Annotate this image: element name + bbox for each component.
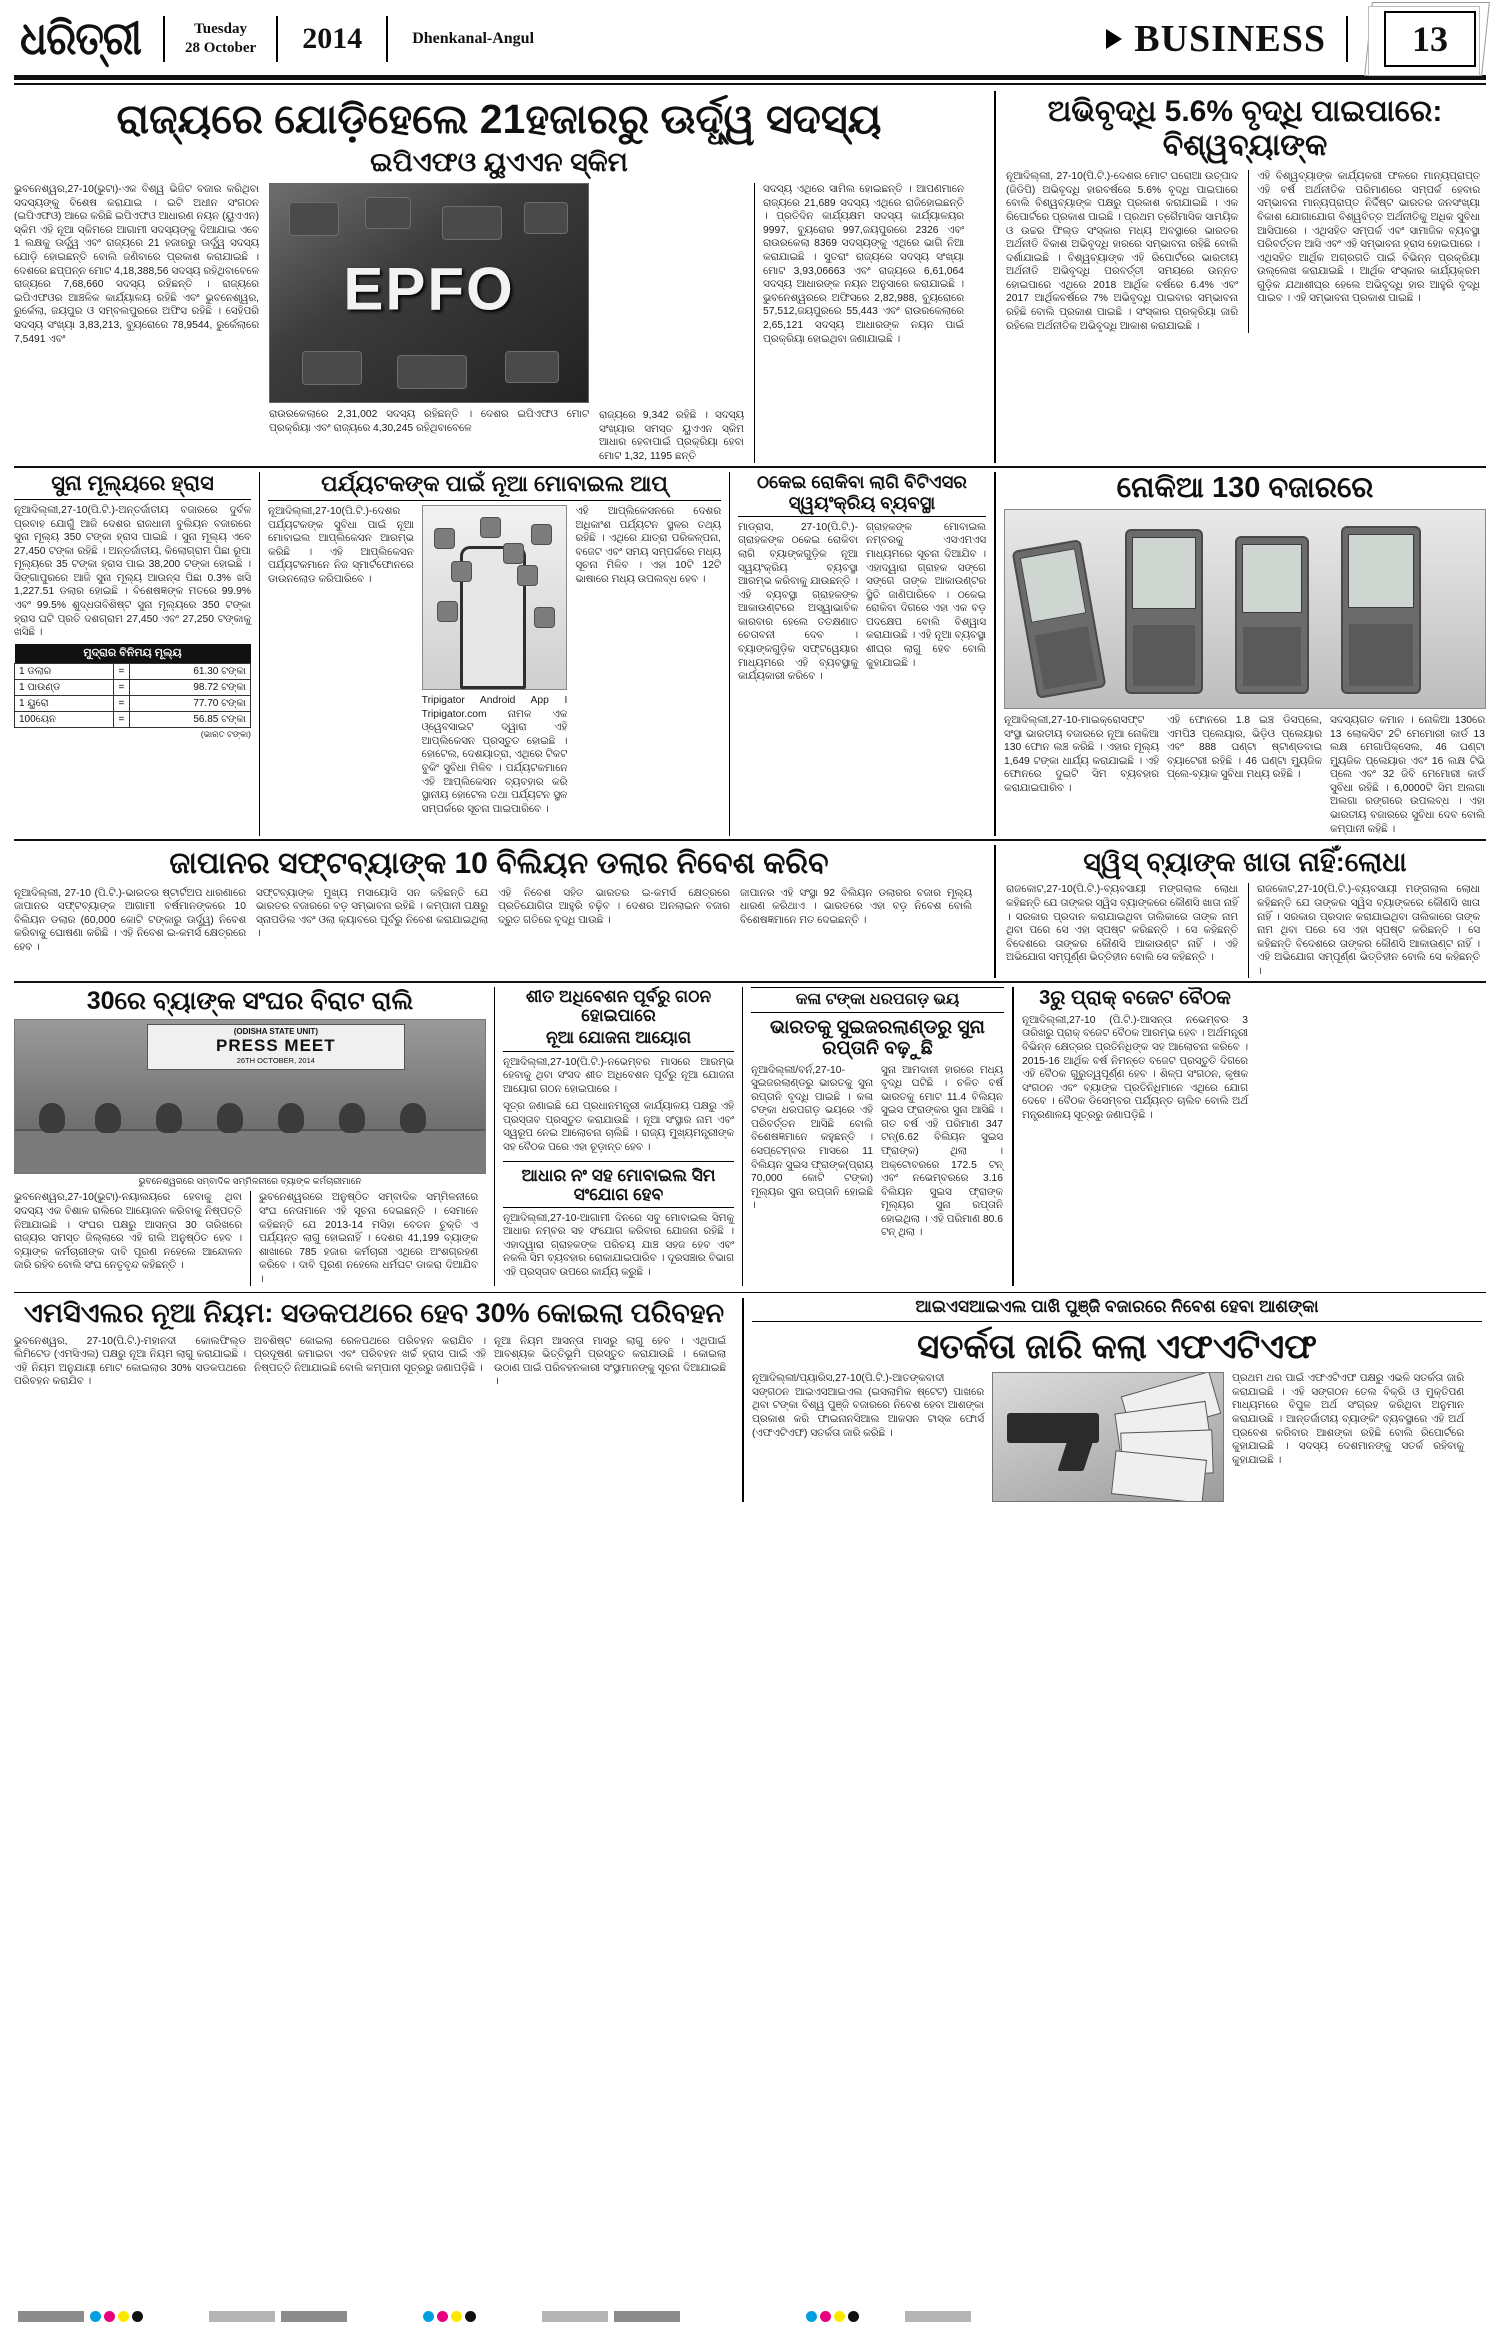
weekday-label: Tuesday (194, 21, 247, 38)
nokia-headline: ନୋକିଆ 130 ବଜାରରେ (1116, 472, 1374, 505)
currency-value: 77.70 ଟଙ୍କା (129, 695, 250, 711)
growth-article (994, 91, 1484, 463)
nokia-col-3-text: ସଦସ୍ୟଗତ କମାନ । ନୋକିଆ 130ରେ 13 ଲୋକସିଟ 2ଟି ମେମୋରୀ କାର୍ଡ 13 ଲକ୍ଷ ମେଗାପିକ୍ସେଲ, 46 ଘଣ୍ଟା ମ୍ୟୁଜିକ ପ୍ଲେୟାର ଏବଂ 16 ଲକ୍ଷ ଟିଭି ପ୍ଲେ ଏବଂ 32 ଜିବି ମେମୋରୀ କାର୍ଡ ସୁବିଧା ରହିଛି । 6,0000ଟି ସିମ ଅଲଗା ଅଲଗା ରଙ୍ଗରେ ଉପଲବ୍ଧ । ଏହା ଭାରତୀୟ ବଜାରରେ ସୁବିଧା ଦେବ ବୋଲି କମ୍ପାନୀ କହିଛି । (1330, 714, 1485, 835)
lead-subheadline: ଇପିଏଫଓ ୟୁଏଏନ ସ୍କିମ (370, 146, 628, 177)
currency-exchange-table (14, 644, 251, 728)
tourist-app-article (259, 472, 729, 836)
retail-article (729, 472, 994, 836)
epfo-photo (269, 183, 589, 403)
nokia-phones-photo (1004, 509, 1486, 709)
winter-col-3-text: ନୂଆଦିଲ୍ଲୀ,27-10-ଆଗାମୀ ଦିନରେ ସବୁ ମୋବାଇଲ ସିମକୁ ଆଧାର ନମ୍ବର ସହ ସଂଯୋଗ କରିବାର ଯୋଜନା ରହିଛି । ଏହାଦ୍ୱାରା ଗ୍ରାହକଙ୍କ ପରିଚୟ ଯାଞ୍ଚ ସହଜ ହେବ ଏବଂ ନକଲି ସିମ ବ୍ୟବହାର ରୋକାଯାଇପାରିବ । ଦୂରସଞ୍ଚାର ବିଭାଗ ଏହି ପ୍ରସ୍ତାବ ଉପରେ କାର୍ଯ୍ୟ କରୁଛି । (503, 1212, 734, 1278)
money-gun-photo (992, 1372, 1224, 1502)
gold-export-headline: ଭାରତକୁ ସୁଇଜରଲାଣ୍ଡରୁ ସୁନା ରପ୍ତାନି ବଢ଼ୁଛି (770, 1017, 985, 1060)
newspaper-logo: ଧରିତ୍ରୀ (20, 13, 141, 65)
gold-article (14, 472, 259, 836)
pre-budget-article (1012, 987, 1248, 1286)
fatf-kicker: ଆଇଏସଆଇଏଲ ପାଖି ପୁଞ୍ଜି ବଜାରରେ ନିବେଶ ହେବା ଆଶଙ୍କା (752, 1298, 1482, 1322)
equals-sign: = (113, 663, 129, 679)
color-dots-1 (90, 2311, 143, 2322)
banner-line-3: 26TH OCTOBER, 2014 (236, 1056, 315, 1066)
lead-headline: ରାଜ୍ୟରେ ଯୋଡ଼ିହେଲେ 21ହଜାରରୁ ଊର୍ଦ୍ଧ୍ୱ ସଦସ୍ୟ (116, 96, 882, 142)
date-block (175, 20, 266, 58)
table-row (15, 711, 251, 727)
currency-table-body (15, 663, 251, 727)
bank-rally-col-2-text: ଭୁବନେଶ୍ୱରରେ ଅନୁଷ୍ଠିତ ସମ୍ବାଦିକ ସମ୍ମିଳନୀରେ ସଂଘ ନେତାମାନେ ଏହି ସୂଚନା ଦେଇଛନ୍ତି । ସେମାନେ କହିଛନ୍ତି ଯେ 2013-14 ମସିହା ବେତନ ଚୁକ୍ତି ଏ ପର୍ଯ୍ୟନ୍ତ ଲାଗୁ ହୋଇନାହିଁ । ଦେଶର 41,199 ବ୍ୟାଙ୍କ ଶାଖାରେ 785 ହଜାର କର୍ମଚାରୀ ଏଥିରେ ଅଂଶଗ୍ରହଣ କରିବେ । ଦାବି ପୂରଣ ନହେଲେ ଧର୍ମଘଟ ଡାକରା ଦିଆଯିବ । (259, 1192, 478, 1285)
softbank-article (14, 845, 994, 978)
coal-article (14, 1298, 742, 1502)
triangle-icon (1106, 29, 1122, 49)
currency-table-note: (ଭାରତ ଟଙ୍କା) (200, 728, 251, 739)
fifth-band (14, 1292, 1486, 1502)
winter-subhead-1: ନୂଆ ଯୋଜନା ଆୟୋଗ (503, 1028, 734, 1051)
softbank-col-2-text: ସଫ୍ଟବ୍ୟାଙ୍କ ମୁଖ୍ୟ ମସାୟୋସି ସନ କହିଛନ୍ତି ଯେ ଭାରତର ବଜାରରେ ବଡ଼ ସମ୍ଭାବନା ରହିଛି । କମ୍ପାନୀ ପକ୍ଷରୁ ସ୍ନାପଡିଲ ଏବଂ ଓଲା କ୍ୟାବରେ ପୂର୍ବରୁ ନିବେଶ କରାଯାଇଥିଲା । (256, 887, 488, 940)
page-number: 13 (1384, 11, 1476, 67)
fatf-article (742, 1298, 1482, 1502)
gold-headline: ସୁନା ମୂଲ୍ୟରେ ହ୍ରାସ (14, 472, 251, 500)
divider (1346, 16, 1348, 62)
color-dots-3 (806, 2311, 859, 2322)
gold-export-kicker: କଳା ଟଙ୍କା ଧରପଗଡ଼ ଭୟ (751, 987, 1004, 1013)
mobile-app-illustration (422, 505, 568, 690)
winter-col-2-text: ସୂତ୍ର ଜଣାଇଛି ଯେ ପ୍ରଧାନମନ୍ତ୍ରୀ କାର୍ଯ୍ୟାଳୟ ପକ୍ଷରୁ ଏହି ପ୍ରସ୍ତାବ ପ୍ରସ୍ତୁତ କରାଯାଉଛି । ନୂଆ ସଂସ୍ଥାର ନାମ ଏବଂ ସ୍ୱରୂପ ନେଇ ଆଲୋଚନା ଚାଲିଛି । ରାଜ୍ୟ ମୁଖ୍ୟମନ୍ତ୍ରୀଙ୍କ ସହ ବୈଠକ ପରେ ଏହା ଚୂଡ଼ାନ୍ତ ହେବ । (503, 1101, 734, 1153)
meeting-body-text: ନୂଆଦିଲ୍ଲୀ,27-10 (ପି.ଟି.)-ଆସନ୍ତା ନଭେମ୍ବର 3 ତାରିଖରୁ ପ୍ରାକ୍ ବଜେଟ ବୈଠକ ଆରମ୍ଭ ହେବ । ଅର୍ଥମନ୍ତ୍ରୀ ବିଭିନ୍ନ କ୍ଷେତ୍ରର ପ୍ରତିନିଧିଙ୍କ ସହ ଆଲୋଚନା କରିବେ । 2015-16 ଆର୍ଥିକ ବର୍ଷ ନିମନ୍ତେ ବଜେଟ ପ୍ରସ୍ତୁତି ଦିଗରେ ଏହି ବୈଠକ ଗୁରୁତ୍ୱପୂର୍ଣ୍ଣ ହେବ । ଶିଳ୍ପ ସଂଗଠନ, କୃଷକ ସଂଗଠନ ଏବଂ ବ୍ୟାଙ୍କ ପ୍ରତିନିଧିମାନେ ଏଥିରେ ଯୋଗ ଦେବେ । ବୈଠକ ଡିସେମ୍ବର ପର୍ଯ୍ୟନ୍ତ ଚାଲିବ ବୋଲି ଅର୍ଥ ମନ୍ତ୍ରଣାଳୟ ସୂତ୍ରରୁ ଜଣାପଡ଼ିଛି । (1022, 1014, 1248, 1121)
table-row (15, 663, 251, 679)
divider (163, 16, 165, 62)
band-rule-3 (14, 981, 1486, 983)
retail-col-1-text: ମାଡ୍ରାସ, 27-10(ପି.ଟି.)-ଗ୍ରାହକଙ୍କ ଠକେଇ ରୋକିବା ଲାଗି ବ୍ୟାଙ୍କଗୁଡ଼ିକ ନୂଆ ସ୍ୱୟଂକ୍ରିୟ ବ୍ୟବସ୍ଥା ଆରମ୍ଭ କରିବାକୁ ଯାଉଛନ୍ତି । ଏହି ବ୍ୟବସ୍ଥା ଗ୍ରାହକଙ୍କ ଆକାଉଣ୍ଟରେ ଅସ୍ୱାଭାବିକ କାରବାର ହେଲେ ତତକ୍ଷଣାତ ଚେତାବନୀ ଦେବ । ବ୍ୟାଙ୍କଗୁଡ଼ିକ ସଫ୍ଟୱେୟାର ମାଧ୍ୟମରେ ଏହି ବ୍ୟବସ୍ଥାକୁ କାର୍ଯ୍ୟକାରୀ କରିବେ । (738, 521, 858, 683)
year-label: 2014 (302, 22, 363, 55)
fatf-col-2-text: ପ୍ରଥମ ଥର ପାଇଁ ଏଫଏଟିଏଫ ପକ୍ଷରୁ ଏଭଳି ସତର୍କତା ଜାରି କରାଯାଇଛି । ଏହି ସଙ୍ଗଠନ ତେଲ ବିକ୍ରି ଓ ମୁକ୍ତିପଣ ମାଧ୍ୟମରେ ବିପୁଳ ଅର୍ଥ ସଂଗ୍ରହ କରିଥିବା ଅନୁମାନ କରାଯାଉଛି । ଆନ୍ତର୍ଜାତୀୟ ବ୍ୟାଙ୍କିଂ ବ୍ୟବସ୍ଥାରେ ଏହି ଅର୍ଥ ପ୍ରବେଶ କରିବାର ଆଶଙ୍କା ରହିଛି ବୋଲି ରିପୋର୍ଟରେ କୁହାଯାଇଛି । ସଦସ୍ୟ ଦେଶମାନଙ୍କୁ ସତର୍କ ରହିବାକୁ କୁହାଯାଇଛି । (1232, 1373, 1464, 1466)
tourist-app-col-2-text: Tripigator Android App I Tripigator.com ନାମକ ଏକ ଓ୍ୱେବସାଇଟ ଦ୍ୱାରା ଏହି ଆପ୍ଲିକେସନ ପ୍ରସ୍ତୁତ ହୋଇଛି । ହୋଟେଲ, ଦେଶୟାତ୍ରା, ଏଥିରେ ଟିକଟ ବୁକିଂ ସୁବିଧା ମିଳିବ । ପର୍ଯ୍ୟଟକମାନେ ଏହି ଆପ୍ଲିକେସନ ବ୍ୟବହାର କରି ସ୍ଥାନୀୟ ହୋଟେଲ ତଥା ପର୍ଯ୍ୟଟନ ସ୍ଥଳ ସମ୍ପର୍କରେ ସୂଚନା ପାଇପାରିବେ । (421, 695, 568, 815)
winter-headline: ଶୀତ ଅଧିବେଶନ ପୂର୍ବରୁ ଗଠନ ହୋଇପାରେ (525, 987, 712, 1026)
banner-line-2: PRESS MEET (216, 1036, 336, 1056)
masthead (14, 8, 1486, 70)
gold-export-col-1-text: ନୂଆଦିଲ୍ଲୀ/ବର୍ନ,27-10-ସୁଇଜରଲାଣ୍ଡରୁ ଭାରତକୁ ସୁନା ରପ୍ତାନି ବୃଦ୍ଧି ପାଇଛି । କଳା ଟଙ୍କା ଧରପଗଡ଼ ଭୟରେ ଏହି ପରିବର୍ତ୍ତନ ଆସିଛି ବୋଲି ବିଶେଷଜ୍ଞମାନେ କହୁଛନ୍ତି । ସେପ୍ଟେମ୍ବର ମାସରେ 11 ବିଲିୟନ ସୁଇସ ଫ୍ରାଙ୍କ(ପ୍ରାୟ 70,000 କୋଟି ଟଙ୍କା) ମୂଲ୍ୟର ସୁନା ରପ୍ତାନି ହୋଇଛି । (751, 1064, 873, 1212)
swiss-headline: ସ୍ୱିସ୍ ବ୍ୟାଙ୍କ ଖାତା ନାହିଁ:ଲୋଧା (1083, 847, 1407, 878)
winter-session-article (494, 987, 742, 1286)
currency-value: 56.85 ଟଙ୍କା (129, 711, 250, 727)
growth-col-1-text: ନୂଆଦିଲ୍ଲୀ, 27-10(ପି.ଟି.)-ଦେଶର ମୋଟ ଘରୋଆ ଉତ୍ପାଦ (ଜିଡିପି) ଅଭିବୃଦ୍ଧି ହାରବର୍ଷରେ 5.6% ବୃଦ୍ଧି ପାଇପାରେ ବୋଲି ବିଶ୍ୱବ୍ୟାଙ୍କ ପକ୍ଷରୁ ପ୍ରକାଶ କରାଯାଇଛି । ଏକ ରିପୋର୍ଟରେ ପ୍ରକାଶ ପାଇଛି । ପ୍ରଥମ ତ୍ରୈମାସିକ ସାମୟିକ ଓ ଉଚ୍ଚର ଫିଲ୍ଡ ସଂସ୍କାର ମଧ୍ୟ ଅବସ୍ଥାରେ ଭାରତର ଅର୍ଥନୀତି ବିକାଶ ଅଭିବୃଦ୍ଧି ହାରରେ ସମ୍ଭାବନା ରହିଛି ବୋଲି ଦର୍ଶାଯାଇଛି । ବିଶ୍ୱବ୍ୟାଙ୍କ ଏହି ରିପୋର୍ଟରେ ଭାରତୀୟ ଅର୍ଥନୀତି ଅଭିବୃଦ୍ଧି ପରବର୍ତ୍ତୀ ସମୟରେ ଉନ୍ନତ ହୋଇପାରେ ଏଥିରେ 2018 ଆର୍ଥିକ ବର୍ଷରେ 6.4% ଏବଂ 2017 ଆର୍ଥିକବର୍ଷରେ 7% ଅଭିବୃଦ୍ଧି ପାଇବାର ସମ୍ଭାବନା ରହିଛି ବୋଲି ପ୍ରକାଶ ପାଇଛି । ସଂସ୍କାର ପ୍ରକ୍ରିୟା ଜାରି ରହିଲେ ଅର୍ଥନୀତିକ ଅଭିବୃଦ୍ଧି ଆକାଶ କରାଯାଇଛି । (1006, 171, 1238, 332)
growth-col-2 (1248, 170, 1480, 333)
softbank-col-3-text: ଏହି ନିବେଶ ସହିତ ଭାରତର ଇ-କମର୍ସ କ୍ଷେତ୍ରରେ ପ୍ରତିଯୋଗିତା ଆହୁରି ବଢ଼ିବ । ଦେଶର ଅନଲାଇନ ବଜାର ଦ୍ରୁତ ଗତିରେ ବୃଦ୍ଧି ପାଉଛି । (498, 887, 730, 926)
epfo-image-text: EPFO (343, 255, 515, 323)
bank-rally-headline: 30ରେ ବ୍ୟାଙ୍କ ସଂଘର ବିରାଟ ରାଲି (86, 987, 414, 1016)
band-rule-2 (14, 839, 1486, 841)
currency-value: 98.72 ଟଙ୍କା (129, 679, 250, 695)
gun-shape (1007, 1413, 1099, 1443)
band-rule-1 (14, 466, 1486, 468)
masthead-rule (14, 75, 1486, 80)
currency-label: 1 ୟୁରୋ (15, 695, 114, 711)
edition-label: Dhenkanal-Angul (412, 30, 535, 47)
fatf-headline: ସତର୍କତା ଜାରି କଲା ଏଫଏଟିଏଫ (917, 1328, 1317, 1367)
date-label: 28 October (184, 40, 257, 56)
tourist-app-col-1-text: ନୂଆଦିଲ୍ଲୀ,27-10(ପି.ଟି.)-ଦେଶର ପର୍ଯ୍ୟଟକଙ୍କ ସୁବିଧା ପାଇଁ ନୂଆ ମୋବାଇଲ ଆପ୍ଲିକେସନ ଆରମ୍ଭ କରିଛି । ଏହି ଆପ୍ଲିକେସନ ପର୍ଯ୍ୟଟକମାନେ ନିଜ ସ୍ମାର୍ଟଫୋନରେ ଡାଉନଲୋଡ କରିପାରିବେ । (268, 506, 414, 585)
divider (386, 16, 388, 62)
lead-col-1-text: ଭୁବନେଶ୍ୱର,27-10(ଭୁଟା)-ଏକ ବିଶ୍ୱ ଭିଜିଟ ବଜାର କରିଥିବା ସଦସ୍ୟଙ୍କୁ ବିଶେଷ କରାଯାଇ । ଇଟି ଅଧୀନ ସଂଗଠନ (ଇପିଏଫଓ) ଆରେ କରିଛି ଇପିଏଫଓ ଆଧାରଣ ନୟନ (ୟୁଏଏନ) ସ୍କିମ ଏହି ନୂଆ ସ୍କିମରେ ଆଗାମୀ ସଦସ୍ୟଙ୍କୁ ଦିଆଯାଇ ଏବେ 1 ଲକ୍ଷକୁ ଊର୍ଦ୍ଧ୍ୱ ଏବଂ ରାଜ୍ୟରେ 21 ହଜାରରୁ ଊର୍ଦ୍ଧ୍ୱ ସଦସ୍ୟ ଯୋଡ଼ି ହୋଇଛନ୍ତି ବୋଲି ଜଣିବାରେ ପ୍ରକାଶ କରାଯାଇଛି । ଦେଶରେ ଛପ୍ପନ୍ନ ମୋଟ 4,18,388,56 ସଦସ୍ୟ ରହିଥିବାବେଳେ ରାଜ୍ୟରେ 7,68,660 ସଦସ୍ୟ ରହିଛନ୍ତି । ରାଜ୍ୟରେ ଇପିଏଫଓର ଆଞ୍ଚଳିକ କାର୍ଯ୍ୟାଳୟ ରହିଛି ଏବଂ ଭୁବନେଶ୍ୱର, ରୁର୍କେଲା, ଜୟପୁର ଓ ସମ୍ବଲପୁରରେ ଅଫିସ ରହିଛି । ସେହିପରି ସଦସ୍ୟ ସଂଖ୍ୟା 3,83,213, ବ୍ୟୁରୋରେ 78,9544, ରୁର୍କେଲାରେ 7,5491 ଏବଂ (14, 184, 259, 345)
section-header (1106, 16, 1366, 62)
winter-col-1-text: ନୂଆଦିଲ୍ଲୀ,27-10(ପି.ଟି.)-ନଭେମ୍ବର ମାସରେ ଆରମ୍ଭ ହେବାକୁ ଥିବା ସଂସଦ ଶୀତ ଅଧିବେଶନ ପୂର୍ବରୁ ନୂଆ ଯୋଜନା ଆୟୋଗ ଗଠନ ହୋଇପାରେ । (503, 1056, 734, 1095)
equals-sign: = (113, 679, 129, 695)
swiss-body-text-2: ରାଜକୋଟ,27-10(ପି.ଟି.)-ବ୍ୟବସାୟୀ ମଙ୍ଗଲାଲ ଲୋଧା କହିଛନ୍ତି ଯେ ତାଙ୍କର ସ୍ୱିସ ବ୍ୟାଙ୍କରେ କୌଣସି ଖାତା ନାହିଁ । ସରକାର ପ୍ରଦାନ କରାଯାଇଥିବା ତାଲିକାରେ ତାଙ୍କ ନାମ ଥିବା ପରେ ସେ ଏହା ସ୍ପଷ୍ଟ କରିଛନ୍ତି । ସେ କହିଛନ୍ତି ବିଦେଶରେ ତାଙ୍କର କୌଣସି ଆକାଉଣ୍ଟ ନାହିଁ । ଏହି ଅଭିଯୋଗ ସମ୍ପୂର୍ଣ୍ଣ ଭିତ୍ତିହୀନ ବୋଲି ସେ କହିଛନ୍ତି । (1257, 884, 1480, 977)
bank-rally-col-1-text: ଭୁବନେଶ୍ୱର,27-10(ଭୁଟା)-ନୟାଲୟରେ ହେବାକୁ ଥିବା ସଦସ୍ୟ ଏକ ବିଶାଳ ରାଲିରେ ଆୟୋଜନ କରିବାକୁ ନିଷ୍ପତ୍ତି ନିଆଯାଇଛି । ସଂଘର ପକ୍ଷରୁ ଆସନ୍ତା 30 ତାରିଖରେ ରାଜ୍ୟର ସମସ୍ତ ଜିଲ୍ଲାରେ ଏହି ରାଲି ଅନୁଷ୍ଠିତ ହେବ । ବ୍ୟାଙ୍କ କର୍ମଚାରୀଙ୍କ ଦାବି ପୂରଣ ନହେଲେ ଆନ୍ଦୋଳନ ଜାରି ରହିବ ବୋଲି ସଂଘ ନେତୃବୃନ୍ଦ କହିଛନ୍ତି । (14, 1192, 242, 1272)
bank-rally-article (14, 987, 494, 1286)
masthead-rule-thin (14, 83, 1486, 85)
coal-headline: ଏମସିଏଲର ନୂଆ ନିୟମ: ସଡକପଥରେ ହେବ 30% କୋଇଲା ପରିବହନ (23, 1298, 725, 1329)
swiss-article (994, 845, 1484, 978)
top-band (14, 91, 1486, 463)
currency-table-title: ମୁଦ୍ରାର ବିନିମୟ ମୂଲ୍ୟ (15, 644, 251, 664)
currency-label: 100ୟେନ (15, 711, 114, 727)
growth-headline: ଅଭିବୃଦ୍ଧି 5.6% ବୃଦ୍ଧି ପାଇପାରେ: ବିଶ୍ୱବ୍ୟାଙ୍କ (1047, 95, 1443, 162)
softbank-col-4-text: ଜାପାନର ଏହି ସଂସ୍ଥା 92 ବିଲିୟନ ଡଲାରର ବଜାର ମୂଲ୍ୟ ଧାରଣ କରିଥାଏ । ଭାରତରେ ଏହା ବଡ଼ ନିବେଶ ବୋଲି ବିଶେଷଜ୍ଞମାନେ ମତ ଦେଇଛନ୍ତି । (740, 887, 972, 926)
print-registration-bar (0, 2306, 1500, 2326)
color-dots-2 (423, 2311, 476, 2322)
gold-export-article (742, 987, 1012, 1286)
third-band (14, 845, 1486, 978)
growth-col-2-text: ଏହି ବିଶ୍ୱବ୍ୟାଙ୍କ କାର୍ଯ୍ୟକରୀ ଫଳରେ ମାନ୍ୟପ୍ରାପ୍ତ ଏହି ବର୍ଷ ଅର୍ଥନୀତିକ ପରିମାଣରେ ସମ୍ପର୍କ ହେବାର ସମ୍ଭାବନା ମାନ୍ୟପ୍ରାପ୍ତ ନିର୍ଦ୍ଦିଷ୍ଟ ଭାରତର ଜନସଂଖ୍ୟା ବିକାଶ ଯୋଗାଯୋଗ ବିଶ୍ୱବିତ୍ତ ଅର୍ଥନୀତିକୁ ଅଧିକ ସୁବିଧା ଆସିପାରେ । ଏଥିସହିତ ସମ୍ପର୍କ ଏବଂ ସାମାଜିକ ବ୍ୟବସ୍ଥା ପରିବର୍ତ୍ତନ ଆସି ଏବଂ ଏହି ସମ୍ଭାବନା ହ୍ରାସ ହୋଇପାରେ । ଏଥିସହିତ ଆର୍ଥିକ ଅଗ୍ରଗତି ପାଇଁ ବିଭିନ୍ନ ପ୍ରକ୍ରିୟା ଉଲ୍ଲେଖ କରାଯାଇଛି । ଆର୍ଥିକ ସଂସ୍କାର କାର୍ଯ୍ୟକ୍ରମ ଗୁଡ଼ିକ ଯଥାଶୀଘ୍ର ହେଲେ ଅଭିବୃଦ୍ଧି ହାର ଆହୁରି ବୃଦ୍ଧି ପାଇବ । ଏହି ସମ୍ଭାବନା ପ୍ରକାଶ ପାଇଛି । (1257, 171, 1480, 305)
lead-col-4-text: ସଦସ୍ୟ ଏଥିରେ ସାମିଲ ହୋଇଛନ୍ତି । ଆପଣମାନେ ରାଜ୍ୟରେ 21,689 ସଦସ୍ୟ ଏଥିରେ ରାଜିହୋଇଛନ୍ତି । ପ୍ରତିଦିନ କାର୍ଯ୍ୟକ୍ଷମ ସଦସ୍ୟ କାର୍ଯ୍ୟାଳୟର 9997, ବ୍ୟୁରୋର 997,ଜୟପୁରରେ 2326 ଏବଂ ରାଉରକେଲା 8369 ସଦସ୍ୟଙ୍କୁ ଏଥିରେ ଭାଗି ନିଆ କରାଯାଇଛି । ସୁତରାଂ ରାଜ୍ୟରେ ସଦସ୍ୟ ସଂଖ୍ୟା ମୋଟ 3,93,06663 ଏବଂ ରାଜ୍ୟରେ 6,61,064 ସଦସ୍ୟ ଆଧାରଙ୍କ ନୟନ ଅନୁସାରେ କରାଯାଇଛି । ଭୁବନେଶ୍ୱରରେ ଅଫିସରେ 2,82,988, ବ୍ୟୁରୋରେ 57,512,ଜୟପୁରରେ 55,443 ଏବଂ ରାଉରକେଲାରେ 2,65,121 ସଦସ୍ୟ ଆଧାରଙ୍କ ନୟନ ପାଇଁ ପ୍ରକ୍ରିୟା ହୋଇଥିବା ଜଣାଯାଇଛି । (763, 184, 964, 345)
equals-sign: = (113, 695, 129, 711)
section-title: BUSINESS (1134, 18, 1326, 60)
currency-label: 1 ଡଲାର (15, 663, 114, 679)
lead-col-1 (14, 183, 259, 463)
coal-col-2-text: ଅବଶିଷ୍ଟ କୋଇଲା ରେଳପଥରେ ପରିବହନ କରାଯିବ । ପ୍ରଦୂଷଣ କମାଇବା ଏବଂ ପରିବହନ ଖର୍ଚ୍ଚ ହ୍ରାସ ପାଇଁ ଏହି ନିଷ୍ପତ୍ତି ନିଆଯାଇଛି ବୋଲି କମ୍ପାନୀ ସୂତ୍ରରୁ ଜଣାପଡ଼ିଛି । (254, 1335, 486, 1374)
equals-sign: = (113, 711, 129, 727)
lead-col-3-text: ରାଜ୍ୟରେ 9,342 ରହିଛି । ସଦସ୍ୟ ସଂଖ୍ୟାର ସମସ୍ତ ୟୁଏଏନ ସ୍କିମ ଆଧାର ହେବାପାଇଁ ପ୍ରକ୍ରିୟା ହେବା ମୋଟ 1,32, 1195 ଛନ୍ତି (599, 410, 744, 462)
currency-value: 61.30 ଟଙ୍କା (129, 663, 250, 679)
press-meet-banner (147, 1024, 406, 1070)
meeting-headline: 3ରୁ ପ୍ରାକ୍ ବଜେଟ ବୈଠକ (1039, 987, 1231, 1010)
softbank-headline: ଜାପାନର ସଫ୍ଟବ୍ୟାଙ୍କ 10 ବିଲିୟନ ଡଲାର ନିବେଶ କରିବ (169, 847, 829, 881)
second-band (14, 472, 1486, 836)
currency-label: 1 ପାଉଣ୍ଡ (15, 679, 114, 695)
fatf-col-1-text: ନୂଆଦିଲ୍ଲୀ/ପ୍ୟାରିସ,27-10(ପି.ଟି.)-ଆତଙ୍କବାଦୀ ସଙ୍ଗଠନ ଆଇଏସଆଇଏଲ (ଇସଲାମିକ ଷ୍ଟେଟ) ପାଖରେ ଥିବା ଟଙ୍କା ବିଶ୍ୱ ପୁଞ୍ଜି ବଜାରରେ ନିବେଶ ହେବା ଆଶଙ୍କା ପ୍ରକାଶ କରି ଫାଇନାନସିଆଲ ଆକସନ ଟାସ୍କ ଫୋର୍ସ (ଏଫଏଟିଏଫ) ସତର୍କତା ଜାରି କରିଛି । (752, 1373, 984, 1439)
coal-col-3-text: ନୂଆ ନିୟମ ଆସନ୍ତା ମାସରୁ ଲାଗୁ ହେବ । ଏଥିପାଇଁ ଆବଶ୍ୟକ ଭିତ୍ତିଭୂମି ପ୍ରସ୍ତୁତ କରାଯାଉଛି । କୋଇଲା ଉଠାଣ ପାଇଁ ପରିବହନକାରୀ ସଂସ୍ଥାମାନଙ୍କୁ ସୂଚନା ଦିଆଯାଇଛି । (494, 1335, 726, 1388)
banner-line-1: (ODISHA STATE UNIT) (233, 1027, 318, 1037)
lead-article (14, 91, 994, 463)
lead-image-wrap (269, 183, 589, 463)
gold-body-text: ନୂଆଦିଲ୍ଲୀ,27-10(ପି.ଟି.)-ଅନ୍ତର୍ଜାତୀୟ ବଜାରରେ ଦୁର୍ବଳ ପ୍ରବାହ ଯୋଗୁଁ ଆଜି ଦେଶର ରାଜଧାନୀ ବୁଲିୟନ ବଜାରରେ ସୁନା ମୂଲ୍ୟ 350 ଟଙ୍କା ହ୍ରାସ ପାଇଛି । ସୁନା ମୂଲ୍ୟ ଏବେ 27,450 ଟଙ୍କା ରହିଛି । ଅନ୍ତର୍ଜାତୀୟ, କିଲୋଗ୍ରାମ ପିଛା ରୂପା ମୂଲ୍ୟରେ 35 ଟଙ୍କା ହ୍ରାସ ପାଇ 38,200 ଟଙ୍କା ହୋଇଛି । ସିଙ୍ଗାପୁରରେ ଆଜି ସୁନା ମୂଲ୍ୟ ଆଉନ୍ସ ପିଛା 0.3% ଖସି 1,227.51 ଡଲାର ହୋଇଛି । ବିଶେଷଜ୍ଞଙ୍କ ମତରେ 99.9% ଏବଂ 99.5% ଶୁଦ୍ଧତାବିଶିଷ୍ଟ ସୁନା ମୂଲ୍ୟରେ 350 ଟଙ୍କା ହ୍ରାସ ଘଟି ପ୍ରତି ଦଶଗ୍ରାମ 27,450 ଏବଂ 27,250 ଟଙ୍କାକୁ ଖସିଛି । (14, 504, 251, 639)
lead-col-3 (599, 183, 744, 463)
gold-export-col-2-text: ସୁନା ଆମଦାନୀ ହାରରେ ମଧ୍ୟ ବୃଦ୍ଧି ଘଟିଛି । ଚଳିତ ବର୍ଷ ଭାରତକୁ ମୋଟ 11.4 ବିଲିୟନ ସୁଇସ ଫ୍ରାଙ୍କର ସୁନା ଆସିଛି । ଗତ ବର୍ଷ ଏହି ପରିମାଣ 347 ଟନ୍(6.62 ବିଲିୟନ ସୁଇସ ଫ୍ରାଙ୍କ) ଥିଲା । ଅକ୍ଟୋବରରେ 172.5 ଟନ୍ ଏବଂ ନଭେମ୍ବରରେ 3.16 ବିଲିୟନ ସୁଇସ ଫ୍ରାଙ୍କ ମୂଲ୍ୟର ସୁନା ରପ୍ତାନି ହୋଇଥିଲା । ଏହି ପରିମାଣ 80.6 ଟନ୍ ଥିଲା । (881, 1064, 1003, 1239)
coal-col-1-text: ଭୁବନେଶ୍ୱର, 27-10(ପି.ଟି.)-ମହାନଦୀ କୋଲଫିଲ୍ଡ ଲିମିଟେଡ (ଏମସିଏଲ) ପକ୍ଷରୁ ନୂଆ ନିୟମ ଲାଗୁ କରାଯାଇଛି । ଏହି ନିୟମ ଅନୁଯାୟୀ ମୋଟ କୋଇଲାର 30% ସଡକପଥରେ ପରିବହନ କରାଯିବ । (14, 1335, 246, 1388)
press-meet-caption: ଭୁବନେଶ୍ୱରରେ ସମ୍ବାଦିକ ସମ୍ମିଳନୀରେ ବ୍ୟାଙ୍କ କର୍ମଚାରୀମାନେ (138, 1176, 362, 1187)
lead-col-2-text: ରାଉରକେଲାରେ 2,31,002 ସଦସ୍ୟ ରହିଛନ୍ତି । ଦେଶର ଇପିଏଫଓ ମୋଟ ପ୍ରକ୍ରିୟା ଏବଂ ରାଜ୍ୟରେ 4,30,245 ରହିଥିବାବେଳେ (269, 409, 589, 434)
softbank-col-1-text: ନୂଆଦିଲ୍ଲୀ, 27-10 (ପି.ଟି.)-ଭାରତର ଷ୍ଟାର୍ଟଅପ ଧାରଣାରେ ଜାପାନର ସଫ୍ଟବ୍ୟାଙ୍କ ଆଗାମୀ ବର୍ଷମାନଙ୍କରେ 10 ବିଲିୟନ ଡଲାର (60,000 କୋଟି ଟଙ୍କାରୁ ଊର୍ଦ୍ଧ୍ୱ) ନିବେଶ କରିବାକୁ ଘୋଷଣା କରିଛି । ଏହି ନିବେଶ ଇ-କମର୍ସ କ୍ଷେତ୍ରରେ ହେବ । (14, 887, 246, 954)
growth-col-1 (1006, 170, 1238, 333)
swiss-body-text: ରାଜକୋଟ,27-10(ପି.ଟି.)-ବ୍ୟବସାୟୀ ମଙ୍ଗଲାଲ ଲୋଧା କହିଛନ୍ତି ଯେ ତାଙ୍କର ସ୍ୱିସ ବ୍ୟାଙ୍କରେ କୌଣସି ଖାତା ନାହିଁ । ସରକାର ପ୍ରଦାନ କରାଯାଇଥିବା ତାଲିକାରେ ତାଙ୍କ ନାମ ଥିବା ପରେ ସେ ଏହା ସ୍ପଷ୍ଟ କରିଛନ୍ତି । ସେ କହିଛନ୍ତି ବିଦେଶରେ ତାଙ୍କର କୌଣସି ଆକାଉଣ୍ଟ ନାହିଁ । ଏହି ଅଭିଯୋଗ ସମ୍ପୂର୍ଣ୍ଣ ଭିତ୍ତିହୀନ ବୋଲି ସେ କହିଛନ୍ତି । (1006, 884, 1238, 964)
tourist-app-col-3-text: ଏହି ଆପ୍ଲିକେସନରେ ଦେଶର ଅଧିକାଂଶ ପର୍ଯ୍ୟଟନ ସ୍ଥଳର ତଥ୍ୟ ରହିଛି । ଏଥିରେ ଯାତ୍ରା ପରିକଳ୍ପନା, ବଜେଟ ଏବଂ ସମୟ ସମ୍ପର୍କରେ ମଧ୍ୟ ସୂଚନା ମିଳିବ । ଏହା 10ଟି 12ଟି ଭାଷାରେ ମଧ୍ୟ ଉପଲବ୍ଧ ହେବ । (575, 506, 722, 585)
retail-col-2-text: ଗ୍ରାହକଙ୍କ ମୋବାଇଲ ନମ୍ବରକୁ ଏସଏମଏସ ମାଧ୍ୟମରେ ସୂଚନା ଦିଆଯିବ । ଏହାଦ୍ୱାରା ଗ୍ରାହକ ସଙ୍ଗେ ସଙ୍ଗେ ତାଙ୍କ ଆକାଉଣ୍ଟର ସ୍ଥିତି ଜାଣିପାରିବେ । ଠକେଇ ରୋକିବା ଦିଗରେ ଏହା ଏକ ବଡ଼ ପଦକ୍ଷେପ ବୋଲି ବିଶ୍ୱାସ କରାଯାଉଛି । ଏହି ନୂଆ ବ୍ୟବସ୍ଥା ଶୀଘ୍ର ଲାଗୁ ହେବ ବୋଲି କୁହାଯାଇଛି । (866, 521, 986, 669)
table-row (15, 695, 251, 711)
nokia-col-2-text: ଏହି ଫୋନରେ 1.8 ଇଞ୍ଚ ଡିସପ୍ଲେ, ଏମପି3 ପ୍ଲେୟାର, ଭିଡ଼ିଓ ପ୍ଲେୟାର ଏବଂ 888 ଘଣ୍ଟା ଷ୍ଟାଣ୍ଡବାଇ ବ୍ୟାଟେରୀ ରହିଛି । 46 ଘଣ୍ଟା ମ୍ୟୁଜିକ ପ୍ଲେ-ବ୍ୟାକ ସୁବିଧା ମଧ୍ୟ ରହିଛି । (1167, 714, 1322, 781)
fourth-band (14, 987, 1486, 1286)
nokia-article (994, 472, 1486, 836)
retail-headline: ଠକେଇ ରୋକିବା ଲାଗି ବିଟିଏସର ସ୍ୱୟଂକ୍ରିୟ ବ୍ୟବସ୍ଥା (738, 472, 986, 516)
table-row (15, 679, 251, 695)
tourist-app-headline: ପର୍ଯ୍ୟଟକଙ୍କ ପାଇଁ ନୂଆ ମୋବାଇଲ ଆପ୍ (268, 472, 721, 501)
press-meet-photo (14, 1019, 486, 1174)
lead-col-4 (754, 183, 964, 463)
divider (276, 16, 278, 62)
nokia-col-1-text: ନୂଆଦିଲ୍ଲୀ,27-10-ମାଇକ୍ରୋସଫ୍ଟ ସଂସ୍ଥା ଭାରତୀୟ ବଜାରରେ ନୂଆ ନୋକିଆ 130 ଫୋନ ଲଞ୍ଚ କରିଛି । ଏହାର ମୂଲ୍ୟ 1,649 ଟଙ୍କା ଧାର୍ଯ୍ୟ କରାଯାଇଛି । ଏହି ଫୋନରେ ଦୁଇଟି ସିମ ବ୍ୟବହାର କରାଯାଇପାରିବ । (1004, 714, 1159, 794)
winter-subhead-2: ଆଧାର ନଂ ସହ ମୋବାଇଲ ସିମ ସଂଯୋଗ ହେବ (503, 1161, 734, 1208)
